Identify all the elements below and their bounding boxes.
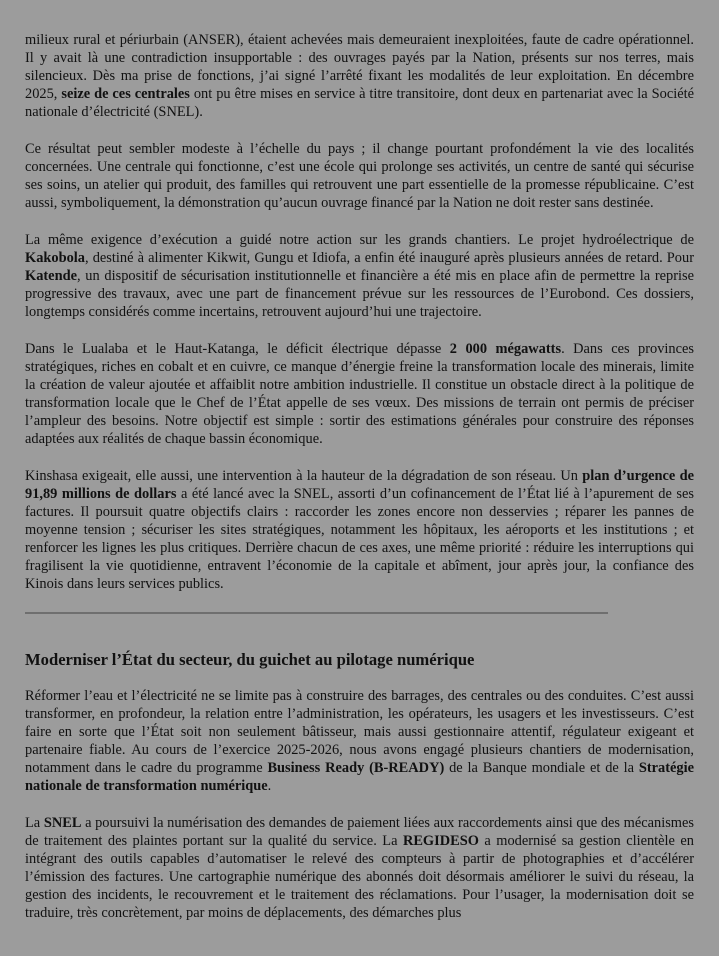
text-run: Kinshasa exigeait, elle aussi, une intervention à la hauteur de la dégradation de son réseau. Un <box>25 468 583 484</box>
bold-text: Business Ready (B-READY) <box>267 760 445 776</box>
text-run: , un dispositif de sécurisation institutionnelle et financière a été mis en place afin de permettre la reprise progressive des travaux, avec une part de financement prévue sur les ressources de l’Eurobond. Ces dossiers, longtemps considérés comme incertains, retrouvent aujourd’hui une trajectoire. <box>25 268 694 320</box>
bold-text: Stratégie nationale de transformation numérique <box>25 760 694 794</box>
bold-text: Katende <box>25 268 77 284</box>
bold-text: Kakobola <box>25 250 85 266</box>
text-run: . <box>267 778 272 794</box>
text-run: a été lancé avec la SNEL, assorti d’un cofinancement de l’État lié à l’apurement de ses factures. Il poursuit quatre objectifs clairs : raccorder les zones encore non desservies ; réparer les pannes de moyenne tension ; sécuriser les sites stratégiques, notamment les hôpitaux, les aéroports et les institutions ; et renforcer les lignes les plus critiques. Derrière chacun de ces axes, une même priorité : réduire les interruptions qui fragilisent la vie quotidienne, entravent l’économie de la capitale et abîment, jour après jour, la confiance des Kinois dans leurs services publics. <box>25 486 694 592</box>
text-run: a poursuivi la numérisation des demandes de paiement liées aux raccordements ainsi que des mécanismes de traitement des plaintes portant sur la qualité du service. La <box>25 815 694 849</box>
text-run: de la Banque mondiale et de la <box>444 760 639 776</box>
text-run: , destiné à alimenter Kikwit, Gungu et Idiofa, a enfin été inauguré après plusieurs années de retard. Pour <box>84 250 694 266</box>
text-run: ont pu être mises en service à titre transitoire, dont deux en partenariat avec la Société nationale d’électricité (SNEL). <box>25 86 694 120</box>
paragraph-resultat <box>25 140 694 212</box>
text-run: Ce résultat peut sembler modeste à l’échelle du pays ; il change pourtant profondément la vie des localités concernées. Une centrale qui fonctionne, c’est une école qui prolonge ses activités, un centre de santé qui sécurise ses soins, un atelier qui produit, des familles qui retrouvent une part essentielle de la promesse républicaine. C’est aussi, symboliquement, la démonstration qu’aucun ouvrage financé par la Nation ne doit rester sans destinée. <box>25 141 694 211</box>
text-run: La même exigence d’exécution a guidé notre action sur les grands chantiers. Le projet hydroélectrique de <box>25 232 694 248</box>
text-run: a modernisé sa gestion clientèle en intégrant des outils capables d’automatiser le relevé des compteurs à partir de photographies et d’accélérer l’émission des factures. Une cartographie numérique des abonnés doit désormais améliorer le suivi du réseau, la gestion des incidents, le recouvrement et le traitement des réclamations. Pour l’usager, la modernisation doit se traduire, très concrètement, par moins de déplacements, des démarches plus <box>25 833 694 921</box>
text-run: Dans le Lualaba et le Haut-Katanga, le déficit électrique dépasse <box>25 341 450 357</box>
paragraph-grands-chantiers <box>25 231 694 321</box>
bold-text: SNEL <box>43 815 82 831</box>
bold-text: seize de ces centrales <box>61 86 190 102</box>
bold-text: REGIDESO <box>402 833 479 849</box>
text-run: Réformer l’eau et l’électricité ne se limite pas à construire des barrages, des centrales ou des conduites. C’est aussi transformer, en profondeur, la relation entre l’administration, les opérateurs, les usagers et les investisseurs. C’est faire en sorte que l’État soit non seulement bâtisseur, mais aussi gestionnaire attentif, régulateur exigeant et partenaire fiable. Au cours de l’exercice 2025-2026, nous avons engagé plusieurs chantiers de modernisation, notamment dans le cadre du programme <box>25 688 694 776</box>
text-run: La <box>25 815 44 831</box>
bold-text: plan d’urgence de 91,89 millions de dollars <box>25 468 694 502</box>
section-divider <box>25 612 608 614</box>
paragraph-lualaba <box>25 340 694 448</box>
paragraph-snel-regideso <box>25 814 694 922</box>
paragraph-anser <box>25 31 694 121</box>
body-text-top <box>25 31 694 593</box>
body-text-bottom <box>25 687 694 922</box>
paragraph-kinshasa <box>25 467 694 593</box>
text-run: . Dans ces provinces stratégiques, riches en cobalt et en cuivre, ce manque d’énergie freine la transformation locale des minerais, limite la création de valeur ajoutée et affaiblit notre ambition industrielle. Il constitue un obstacle direct à la politique de transformation locale que le Chef de l’État appelle de ses vœux. Des missions de terrain ont permis de préciser l’ampleur des besoins. Notre objectif est simple : sortir des estimations générales pour construire des réponses adaptées aux réalités de chaque bassin économique. <box>25 341 694 447</box>
paragraph-reformer <box>25 687 694 795</box>
text-run: milieux rural et périurbain (ANSER), étaient achevées mais demeuraient inexploitées, faute de cadre opérationnel. Il y avait là une contradiction insupportable : des ouvrages payés par la Nation, présents sur nos terres, mais silencieux. Dès ma prise de fonctions, j’ai signé l’arrêté fixant les modalités de leur exploitation. En décembre 2025, <box>25 32 694 102</box>
section-heading: Moderniser l’État du secteur, du guichet au pilotage numérique <box>25 650 475 669</box>
bold-text: 2 000 mégawatts <box>449 341 562 357</box>
